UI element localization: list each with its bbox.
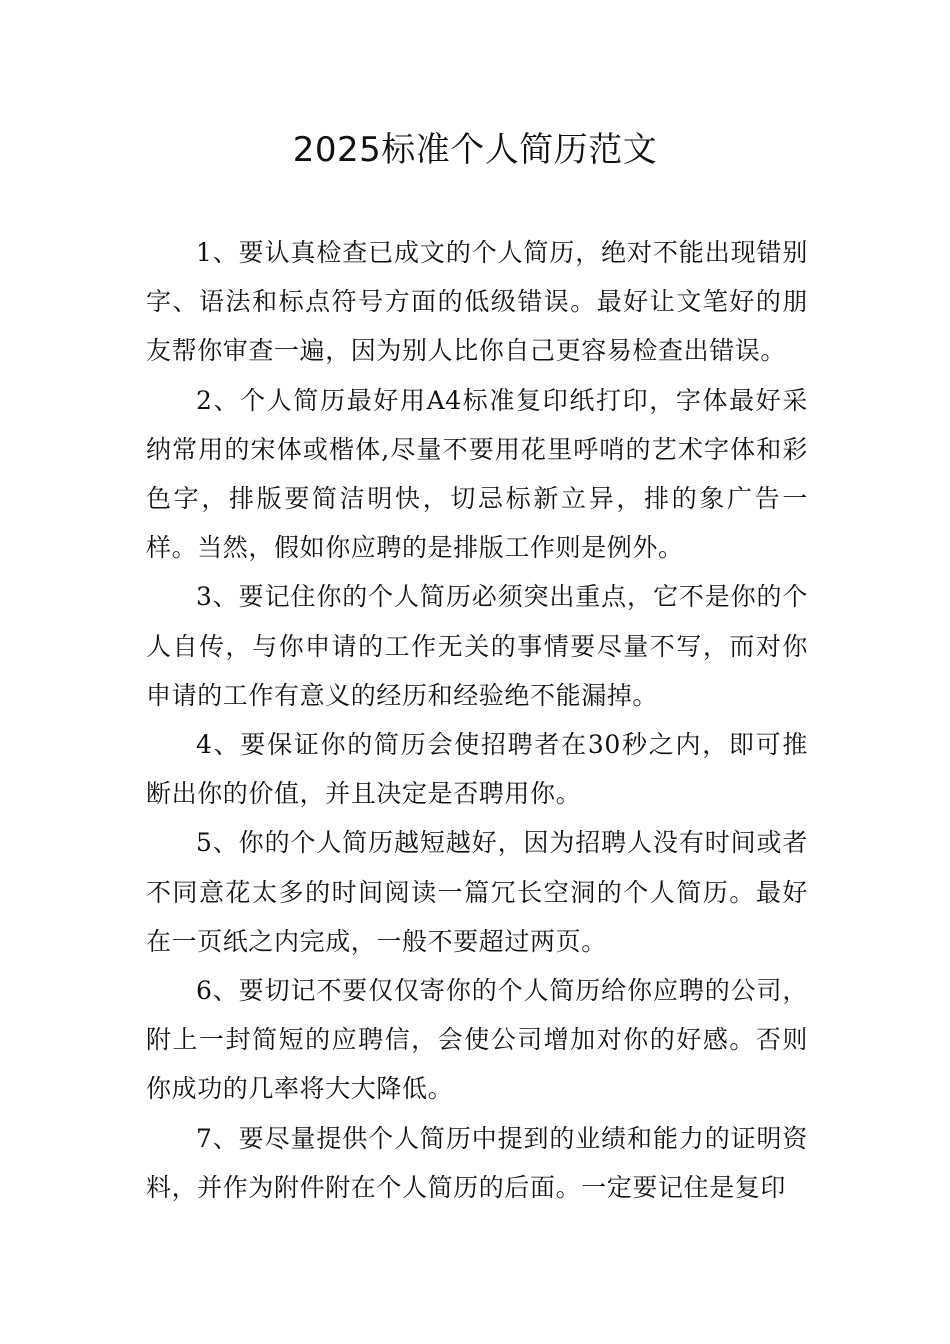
document-body: [146, 228, 808, 1212]
paragraph-7: 7、要尽量提供个人简历中提到的业绩和能力的证明资料，并作为附件附在个人简历的后面。一定要记住是复印: [146, 1123, 808, 1202]
paragraph-6: 6、要切记不要仅仅寄你的个人简历给你应聘的公司，附上一封简短的应聘信，会使公司增加对你的好感。否则你成功的几率将大大降低。: [146, 976, 808, 1104]
paragraph-3: 3、要记住你的个人简历必须突出重点，它不是你的个人自传，与你申请的工作无关的事情要尽量不写，而对你申请的工作有意义的经历和经验绝不能漏掉。: [146, 582, 808, 710]
paragraph-5: 5、你的个人简历越短越好，因为招聘人没有时间或者不同意花太多的时间阅读一篇冗长空洞的个人简历。最好在一页纸之内完成，一般不要超过两页。: [146, 828, 808, 956]
paragraph-4: 4、要保证你的简历会使招聘者在30秒之内，即可推断出你的价值，并且决定是否聘用你。: [146, 730, 808, 809]
paragraph-2: 2、个人简历最好用A4标准复印纸打印，字体最好采纳常用的宋体或楷体,尽量不要用花里呼哨的艺术字体和彩色字，排版要简洁明快，切忌标新立异，排的象广告一样。当然，假如你应聘的是排版工作则是例外。: [146, 385, 808, 563]
paragraph-1: 1、要认真检查已成文的个人简历，绝对不能出现错别字、语法和标点符号方面的低级错误。最好让文笔好的朋友帮你审查一遍，因为别人比你自己更容易检查出错误。: [146, 238, 808, 366]
document-title: 2025标准个人简历范文: [292, 130, 658, 170]
